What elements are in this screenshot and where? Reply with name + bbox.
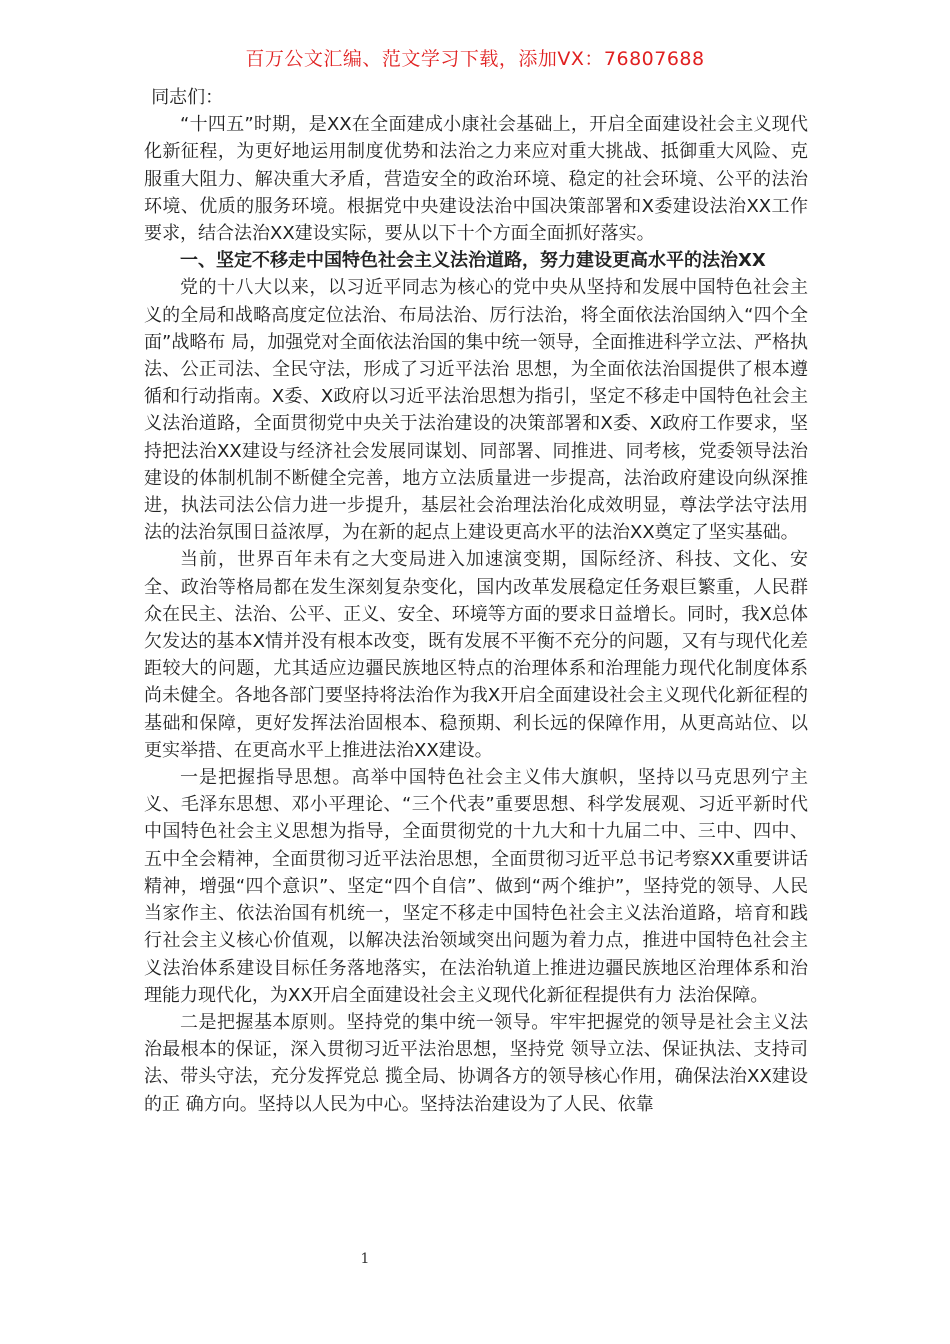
paragraph-guiding-thought: 一是把握指导思想。高举中国特色社会主义伟大旗帜，坚持以马克思列宁主义、毛泽东思想、邓小平理论、“三个代表”重要思想、科学发展观、习近平新时代中国特色社会主义思想为指导，全面贯彻党的十九大和十九届二中、三中、四中、五中全会精神，全面贯彻习近平法治思想，全面贯彻习近平总书记考察XX重要讲话精神，增强“四个意识”、坚定“四个自信”、做到“两个维护”，坚持党的领导、人民当家作主、依法治国有机统一，坚定不移走中国特色社会主义法治道路，培育和践行社会主义核心价值观，以解决法治领域突出问题为着力点，推进中国特色社会主义法治体系建设目标任务落地落实，在法治轨道上推进边疆民族地区治理体系和治理能力现代化，为XX开启全面建设社会主义现代化新征程提供有力 法治保障。 bbox=[144, 767, 808, 1006]
paragraph-current-situation: 当前，世界百年未有之大变局进入加速演变期，国际经济、科技、文化、安全、政治等格局都在发生深刻复杂变化，国内改革发展稳定任务艰巨繁重，人民群众在民主、法治、公平、正义、安全、环境等方面的要求日益增长。同时，我X总体欠发达的基本X情并没有根本改变，既有发展不平衡不充分的问题，又有与现代化差距较大的问题，尤其适应边疆民族地区特点的治理体系和治理能力现代化制度体系尚未健全。各地各部门要坚持将法治作为我X开启全面建设社会主义现代化新征程的基础和保障，更好发挥法治固根本、稳预期、利长远的保障作用，从更高站位、以更实举措、在更高水平上推进法治XX建设。 bbox=[144, 549, 808, 761]
paragraph-background: 党的十八大以来，以习近平同志为核心的党中央从坚持和发展中国特色社会主义的全局和战略高度定位法治、布局法治、厉行法治，将全面依法治国纳入“四个全面”战略布 局，加强党对全面依法治国的集中统一领导，全面推进科学立法、严格执法、公正司法、全民守法，形成了习近平法治 思想，为全面依法治国提供了根本遵循和行动指南。X委、X政府以习近平法治思想为指引，坚定不移走中国特色社会主义法治道路，全面贯彻党中央关于法治建设的决策部署和X委、X政府工作要求，坚持把法治XX建设与经济社会发展同谋划、同部署、同推进、同考核，党委领导法治建设的体制机制不断健全完善，地方立法质量进一步提高，法治政府建设向纵深推进，执法司法公信力进一步提升，基层社会治理法治化成效明显，尊法学法守法用法的法治氛围日益浓厚，为在新的起点上建设更高水平的法治XX奠定了坚实基础。 bbox=[144, 277, 808, 544]
paragraph-basic-principles: 二是把握基本原则。坚持党的集中统一领导。牢牢把握党的领导是社会主义法治最根本的保证，深入贯彻习近平法治思想，坚持党 领导立法、保证执法、支持司法、带头守法，充分发挥党总 揽全局、协调各方的领导核心作用，确保法治XX建设的正 确方向。坚持以人民为中心。坚持法治建设为了人民、依靠 bbox=[144, 1011, 808, 1115]
section-heading: 一、坚定不移走中国特色社会主义法治道路，努力建设更高水平的法治XX bbox=[180, 250, 766, 272]
document-body bbox=[144, 84, 808, 1118]
page-number: 1 bbox=[360, 1251, 370, 1267]
download-banner: 百万公文汇编、范文学习下载，添加VX：76807688 bbox=[245, 48, 705, 70]
paragraph-intro: “十四五”时期，是XX在全面建成小康社会基础上，开启全面建设社会主义现代化新征程，为更好地运用制度优势和法治之力来应对重大挑战、抵御重大风险、克服重大阻力、解决重大矛盾，营造安全的政治环境、稳定的社会环境、公平的法治环境、优质的服务环境。根据党中央建设法治中国决策部署和X委建设法治XX工作要求，结合法治XX建设实际，要从以下十个方面全面抓好落实。 bbox=[144, 114, 808, 245]
greeting: 同志们： bbox=[151, 87, 224, 108]
